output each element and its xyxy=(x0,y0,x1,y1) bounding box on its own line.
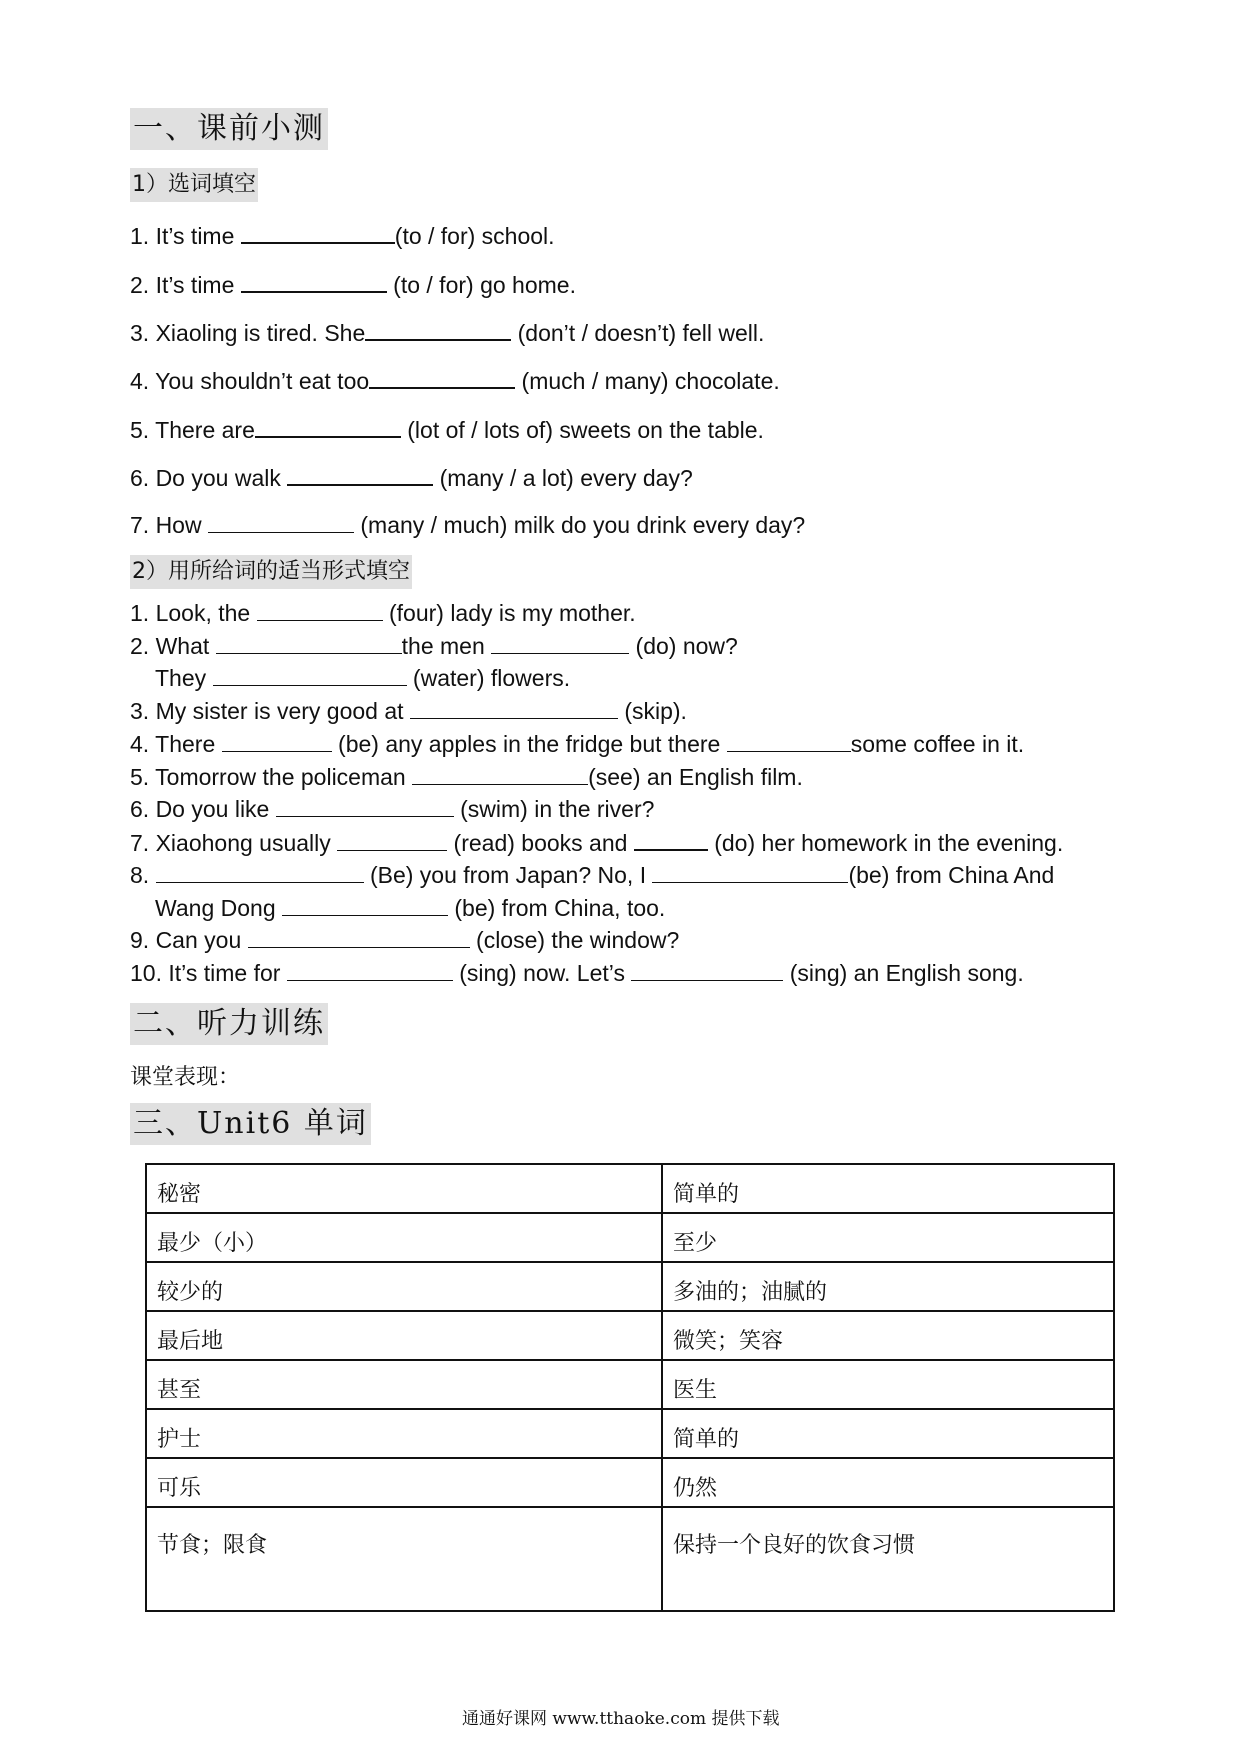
fill-item-7 xyxy=(130,510,805,540)
form-item-text: some coffee in it. xyxy=(850,731,1025,757)
answer-blank[interactable] xyxy=(412,762,588,785)
form-item-9 xyxy=(130,925,679,955)
fill-item-text: 1. It’s time xyxy=(130,223,241,249)
fill-item-text: 2. It’s time xyxy=(130,272,241,298)
answer-blank[interactable] xyxy=(276,794,454,817)
answer-blank[interactable] xyxy=(287,958,453,981)
answer-blank[interactable] xyxy=(257,598,383,621)
vocab-cell: 简单的 xyxy=(662,1409,1114,1458)
form-item-text: 1. Look, the xyxy=(130,600,257,626)
fill-item-hint: (much / many) chocolate. xyxy=(515,368,780,394)
form-item-text: (be) from China, too. xyxy=(448,895,666,921)
answer-blank[interactable] xyxy=(491,631,629,654)
fill-item-hint: (to / for) go home. xyxy=(386,272,576,298)
answer-blank[interactable] xyxy=(727,729,851,752)
part1-heading: 1）选词填空 xyxy=(130,168,258,202)
vocab-cell: 医生 xyxy=(662,1360,1114,1409)
footer-credit: 通通好课网 www.tthaoke.com 提供下载 xyxy=(462,1709,780,1729)
form-item-text: (skip). xyxy=(617,698,687,724)
answer-blank[interactable] xyxy=(631,958,783,981)
form-item-text: (close) the window? xyxy=(469,927,680,953)
answer-blank[interactable] xyxy=(287,462,433,486)
form-item-text: (do) now? xyxy=(629,633,738,659)
form-item-text: 8. xyxy=(130,862,156,888)
vocab-cell: 甚至 xyxy=(146,1360,662,1409)
form-item-text: (sing) now. Let’s xyxy=(452,960,632,986)
table-row xyxy=(146,1213,1114,1262)
fill-item-hint: (don’t / doesn’t) fell well. xyxy=(511,320,765,346)
form-item-3 xyxy=(130,696,687,726)
form-item-text: Wang Dong xyxy=(155,895,282,921)
table-row xyxy=(146,1458,1114,1507)
form-item-text: the men xyxy=(401,633,492,659)
form-item-text: 7. Xiaohong usually xyxy=(130,830,338,856)
table-row xyxy=(146,1409,1114,1458)
form-item-7 xyxy=(130,827,1063,858)
form-item-8 xyxy=(130,860,1054,890)
answer-blank[interactable] xyxy=(222,729,332,752)
form-item-text: (Be) you from Japan? No, I xyxy=(363,862,653,888)
fill-item-1 xyxy=(130,220,555,251)
vocab-cell: 仍然 xyxy=(662,1458,1114,1507)
table-row xyxy=(146,1164,1114,1213)
answer-blank[interactable] xyxy=(241,269,387,293)
fill-item-hint: (many / much) milk do you drink every day? xyxy=(353,512,806,538)
fill-item-4 xyxy=(130,365,780,396)
vocab-cell: 秘密 xyxy=(146,1164,662,1213)
answer-blank[interactable] xyxy=(213,663,407,686)
form-item-8b xyxy=(155,893,665,923)
form-item-6 xyxy=(130,794,654,824)
fill-item-text: 3. Xiaoling is tired. She xyxy=(130,320,366,346)
answer-blank[interactable] xyxy=(337,828,447,851)
form-item-text: (sing) an English song. xyxy=(783,960,1024,986)
answer-blank[interactable] xyxy=(241,220,395,244)
fill-item-hint: (to / for) school. xyxy=(394,223,555,249)
fill-item-hint: (many / a lot) every day? xyxy=(433,465,693,491)
table-row xyxy=(146,1507,1114,1611)
answer-blank[interactable] xyxy=(634,827,708,851)
fill-item-3 xyxy=(130,317,764,348)
vocab-cell: 较少的 xyxy=(146,1262,662,1311)
section-heading-1: 一、课前小测 xyxy=(130,108,328,150)
vocab-cell: 最后地 xyxy=(146,1311,662,1360)
answer-blank[interactable] xyxy=(255,414,401,438)
form-item-text: 2. What xyxy=(130,633,216,659)
vocab-cell: 护士 xyxy=(146,1409,662,1458)
fill-item-2 xyxy=(130,269,576,300)
answer-blank[interactable] xyxy=(282,893,448,916)
form-item-text: 4. There xyxy=(130,731,222,757)
table-row xyxy=(146,1360,1114,1409)
vocab-cell: 至少 xyxy=(662,1213,1114,1262)
fill-item-5 xyxy=(130,414,764,445)
answer-blank[interactable] xyxy=(216,631,402,654)
class-performance-label: 课堂表现： xyxy=(130,1065,241,1090)
vocab-cell: 节食；限食 xyxy=(146,1507,662,1611)
fill-item-hint: (lot of / lots of) sweets on the table. xyxy=(400,417,764,443)
form-item-text: (water) flowers. xyxy=(406,665,571,691)
form-item-text: (do) her homework in the evening. xyxy=(707,830,1064,856)
fill-item-text: 7. How xyxy=(130,512,208,538)
section-heading-3: 三、Unit6 单词 xyxy=(130,1103,371,1145)
form-item-text: 10. It’s time for xyxy=(130,960,287,986)
answer-blank[interactable] xyxy=(248,925,470,948)
table-row xyxy=(146,1311,1114,1360)
form-item-text: 5. Tomorrow the policeman xyxy=(130,764,413,790)
form-item-text: 6. Do you like xyxy=(130,796,276,822)
vocab-cell: 可乐 xyxy=(146,1458,662,1507)
answer-blank[interactable] xyxy=(410,696,618,719)
form-item-text: (four) lady is my mother. xyxy=(382,600,636,626)
form-item-5 xyxy=(130,762,803,792)
form-item-2b xyxy=(155,663,570,693)
table-row xyxy=(146,1262,1114,1311)
answer-blank[interactable] xyxy=(652,860,848,883)
form-item-text: (be) from China And xyxy=(848,862,1055,888)
form-item-2 xyxy=(130,631,738,661)
vocab-cell: 最少（小） xyxy=(146,1213,662,1262)
vocab-cell: 微笑；笑容 xyxy=(662,1311,1114,1360)
fill-item-6 xyxy=(130,462,693,493)
form-item-text: (be) any apples in the fridge but there xyxy=(331,731,727,757)
fill-item-text: 4. You shouldn’t eat too xyxy=(130,368,370,394)
part2-heading: 2）用所给词的适当形式填空 xyxy=(130,555,412,589)
answer-blank[interactable] xyxy=(208,510,354,533)
form-item-4 xyxy=(130,729,1024,759)
answer-blank[interactable] xyxy=(156,860,364,883)
form-item-10 xyxy=(130,958,1024,988)
answer-blank[interactable] xyxy=(365,317,511,341)
vocab-cell: 保持一个良好的饮食习惯 xyxy=(662,1507,1114,1611)
form-item-text: 3. My sister is very good at xyxy=(130,698,410,724)
form-item-text: 9. Can you xyxy=(130,927,248,953)
form-item-text: (read) books and xyxy=(447,830,634,856)
fill-item-text: 6. Do you walk xyxy=(130,465,288,491)
vocab-table xyxy=(145,1163,1115,1612)
form-item-text: (swim) in the river? xyxy=(453,796,655,822)
vocab-cell: 简单的 xyxy=(662,1164,1114,1213)
fill-item-text: 5. There are xyxy=(130,417,255,443)
form-item-1 xyxy=(130,598,636,628)
form-item-text: They xyxy=(155,665,213,691)
vocab-cell: 多油的；油腻的 xyxy=(662,1262,1114,1311)
answer-blank[interactable] xyxy=(369,365,515,389)
form-item-text: (see) an English film. xyxy=(588,764,803,790)
section-heading-2: 二、听力训练 xyxy=(130,1003,328,1045)
